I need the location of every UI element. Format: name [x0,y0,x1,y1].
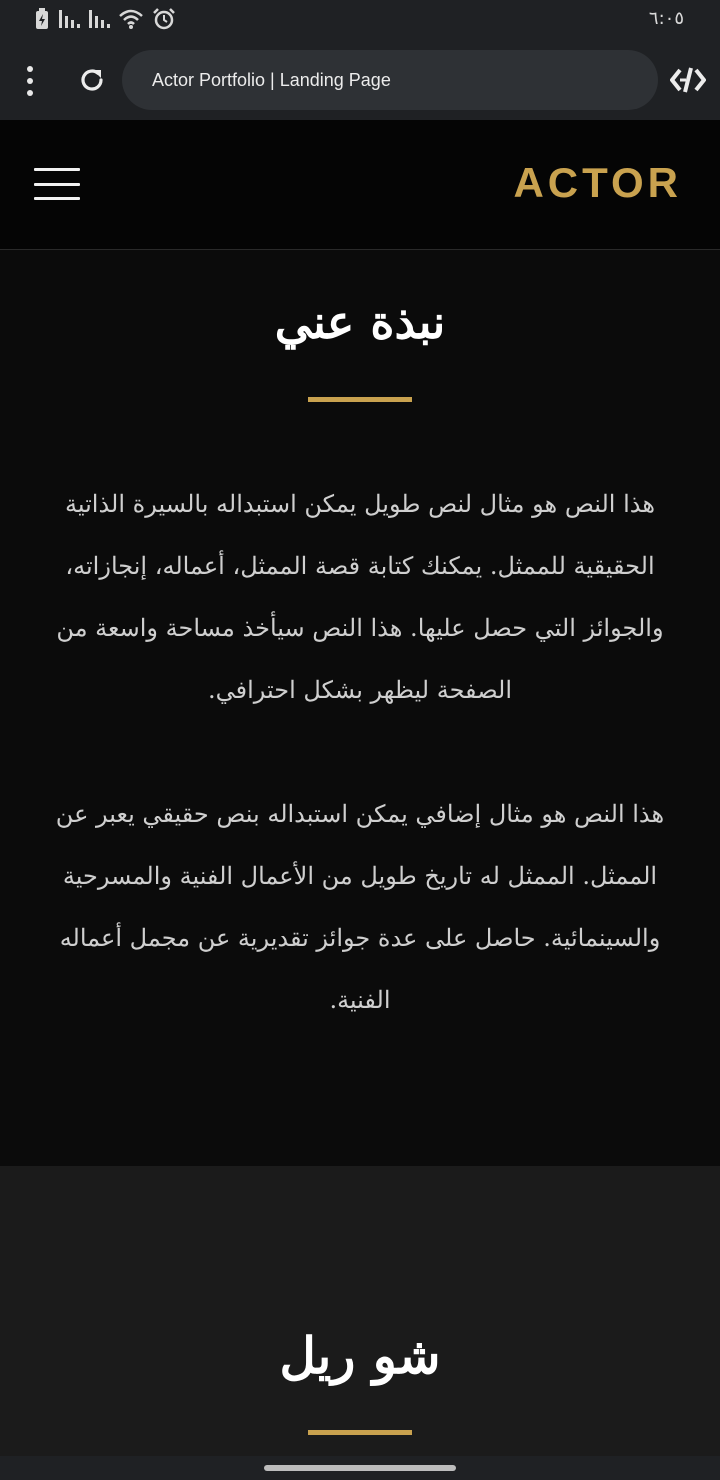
showreel-section [0,1166,720,1456]
battery-icon [34,8,50,30]
hamburger-icon[interactable] [34,168,80,200]
gesture-bar [0,1456,720,1480]
status-time: ٦:٠٥ [648,8,684,29]
title-divider [308,397,412,402]
about-section [0,251,720,1166]
title-divider [308,1430,412,1435]
about-paragraph-1: هذا النص هو مثال لنص طويل يمكن استبداله بالسيرة الذاتية الحقيقية للممثل. يمكنك كتابة قصة الممثل، أعماله، إنجازاته، والجوائز التي حصل عليها. هذا النص سيأخذ مساحة واسعة من الصفحة ليظهر بشكل احترافي. [56,490,664,704]
devtools-code-icon[interactable] [670,64,706,96]
status-icons [34,8,176,30]
home-handle[interactable] [264,1465,456,1471]
about-title: نبذة عني [274,295,446,349]
site-logo[interactable]: ACTOR [513,159,682,206]
signal-icon [88,8,110,30]
alarm-icon [152,8,176,30]
status-bar [0,0,720,40]
browser-toolbar [0,40,720,120]
more-vert-icon[interactable] [20,66,40,96]
showreel-title: شو ريل [279,1326,441,1385]
about-paragraph-2: هذا النص هو مثال إضافي يمكن استبداله بنص حقيقي يعبر عن الممثل. الممثل له تاريخ طويل من الأعمال الفنية والمسرحية والسينمائية. حاصل على عدة جوائز تقديرية عن مجمل أعماله الفنية. [55,800,665,1014]
signal-icon [58,8,80,30]
site-header [0,120,720,250]
reload-icon[interactable] [76,64,108,96]
wifi-icon [118,8,144,30]
address-bar[interactable] [122,50,658,110]
page-title: Actor Portfolio | Landing Page [152,70,391,90]
